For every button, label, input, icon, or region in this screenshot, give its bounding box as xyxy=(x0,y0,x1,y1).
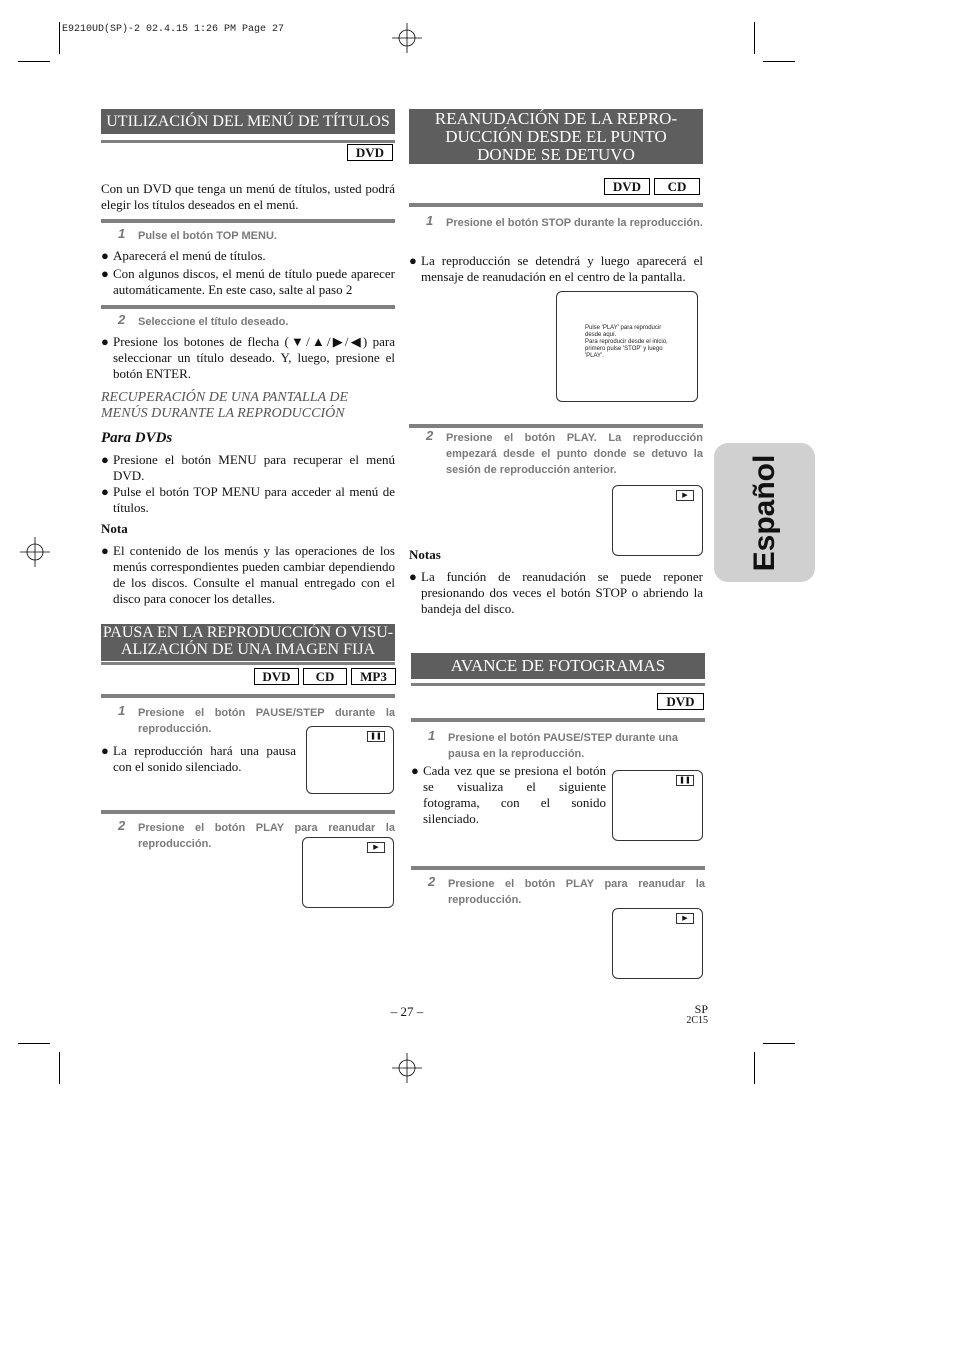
badge-dvd: DVD xyxy=(657,693,704,710)
list-item: ● La función de reanudación se puede reponer presionando dos veces el botón STOP o abriendo la bandeja del disco. xyxy=(409,569,703,616)
resume-message: Pulse 'PLAY' para reproducir desde aquí. Para reproducir desde el inicio, primero pulse 'STOP' y luego 'PLAY'. xyxy=(585,325,668,359)
crop-mark xyxy=(754,1052,755,1084)
page-number: – 27 – xyxy=(390,1004,424,1019)
tv-screen xyxy=(612,770,703,841)
tv-screen xyxy=(306,726,394,794)
section-title-pausa: PAUSA EN LA REPRODUCCIÓN O VISU- ALIZACIÓN DE UNA IMAGEN FIJA xyxy=(101,624,395,661)
badge-dvd: DVD xyxy=(604,178,650,195)
list-item: ● Cada vez que se presiona el botón se visualiza el siguiente fotograma, con el sonido silenciado. xyxy=(411,763,606,826)
step-1: 1 Pulse el botón TOP MENU. xyxy=(118,226,277,242)
step-1: 1 Presione el botón PAUSE/STEP durante una pausa en la reproducción. xyxy=(428,728,679,760)
crop-mark xyxy=(763,61,795,62)
divider xyxy=(101,662,395,665)
step-1: 1 Presione el botón PAUSE/STEP durante la reproducción. xyxy=(118,703,395,735)
language-tab-label: Español xyxy=(747,454,781,571)
divider xyxy=(409,203,703,207)
list-item: ● Pulse el botón TOP MENU para acceder al menú de títulos. xyxy=(101,484,395,515)
list-item: ● Presione los botones de flecha (▼/▲/▶/◀) para seleccionar un título deseado. Y, luego, presione el botón ENTER. xyxy=(101,334,395,381)
pause-icon: ❚❚ xyxy=(676,775,694,786)
step-1: 1 Presione el botón STOP durante la reproducción. xyxy=(426,213,703,229)
step-2: 2 Presione el botón PLAY para reanudar la reproducción. xyxy=(118,818,395,850)
registration-mark-icon xyxy=(392,1053,422,1083)
step-2: 2 Presione el botón PLAY para reanudar la reproducción. xyxy=(428,874,705,906)
print-slug: E9210UD(SP)-2 02.4.15 1:26 PM Page 27 xyxy=(62,24,285,35)
step-2: 2 Seleccione el título deseado. xyxy=(118,312,289,328)
divider xyxy=(101,219,395,223)
notas-label: Notas xyxy=(409,547,441,562)
tv-screen xyxy=(612,908,703,979)
crop-mark xyxy=(18,1043,50,1044)
sub-heading: RECUPERACIÓN DE UNA PANTALLA DE MENÚS DURANTE LA REPRODUCCIÓN xyxy=(101,390,349,421)
badge-mp3: MP3 xyxy=(351,668,396,685)
disc-badges xyxy=(347,144,393,161)
list-item: ● Con algunos discos, el menú de título puede aparecer automáticamente. En este caso, salte al paso 2 xyxy=(101,266,395,297)
crop-mark xyxy=(18,61,50,62)
divider xyxy=(409,424,703,428)
crop-mark xyxy=(59,1052,60,1084)
disc-badges xyxy=(604,178,700,195)
divider xyxy=(411,866,705,870)
badge-dvd: DVD xyxy=(347,144,393,161)
disc-badges xyxy=(254,668,396,685)
registration-mark-icon xyxy=(20,537,50,567)
play-icon: ▶ xyxy=(367,842,385,853)
nota-label: Nota xyxy=(101,521,128,536)
tv-screen-resume-message xyxy=(556,291,698,402)
list-item: ● La reproducción se detendrá y luego aparecerá el mensaje de reanudación en el centro de la pantalla. xyxy=(409,253,703,284)
badge-dvd: DVD xyxy=(254,668,299,685)
section-title-avance: AVANCE DE FOTOGRAMAS xyxy=(411,653,705,679)
divider xyxy=(101,810,395,814)
section-title-reanudacion: REANUDACIÓN DE LA REPRO- DUCCIÓN DESDE EL PUNTO DONDE SE DETUVO xyxy=(409,109,703,164)
disc-badges xyxy=(657,693,704,710)
model-code: 2C15 xyxy=(686,1015,708,1026)
crop-mark xyxy=(763,1043,795,1044)
divider xyxy=(411,718,705,722)
badge-cd: CD xyxy=(303,668,347,685)
divider xyxy=(101,140,395,143)
divider xyxy=(101,694,395,698)
tv-screen xyxy=(302,837,394,908)
list-item: ● La reproducción hará una pausa con el sonido silenciado. xyxy=(101,743,296,774)
crop-mark xyxy=(754,22,755,54)
divider xyxy=(411,683,705,686)
step-2: 2 Presione el botón PLAY. La reproducción empezará desde el punto donde se detuvo la sesión de reproducción anterior. xyxy=(426,428,703,476)
pause-icon: ❚❚ xyxy=(367,731,385,742)
play-icon: ▶ xyxy=(676,490,694,501)
divider xyxy=(101,305,395,309)
crop-mark xyxy=(59,22,60,54)
list-item: ● Aparecerá el menú de títulos. xyxy=(101,248,266,263)
list-item: ● El contenido de los menús y las operaciones de los menús correspondientes pueden cambiar dependiendo de los discos. Consulte el manual entregado con el disco para conocer los detalles. xyxy=(101,543,395,606)
play-icon: ▶ xyxy=(676,913,694,924)
para-dvds-label: Para DVDs xyxy=(101,430,173,446)
intro-text: Con un DVD que tenga un menú de títulos, usted podrá elegir los títulos deseados en el menú. xyxy=(101,181,395,212)
tv-screen xyxy=(612,485,703,556)
list-item: ● Presione el botón MENU para recuperar el menú DVD. xyxy=(101,452,395,483)
language-code: SP xyxy=(694,1002,708,1016)
badge-cd: CD xyxy=(654,178,700,195)
section-title-menu-titulos: UTILIZACIÓN DEL MENÚ DE TÍTULOS xyxy=(101,109,395,134)
registration-mark-icon xyxy=(392,23,422,53)
